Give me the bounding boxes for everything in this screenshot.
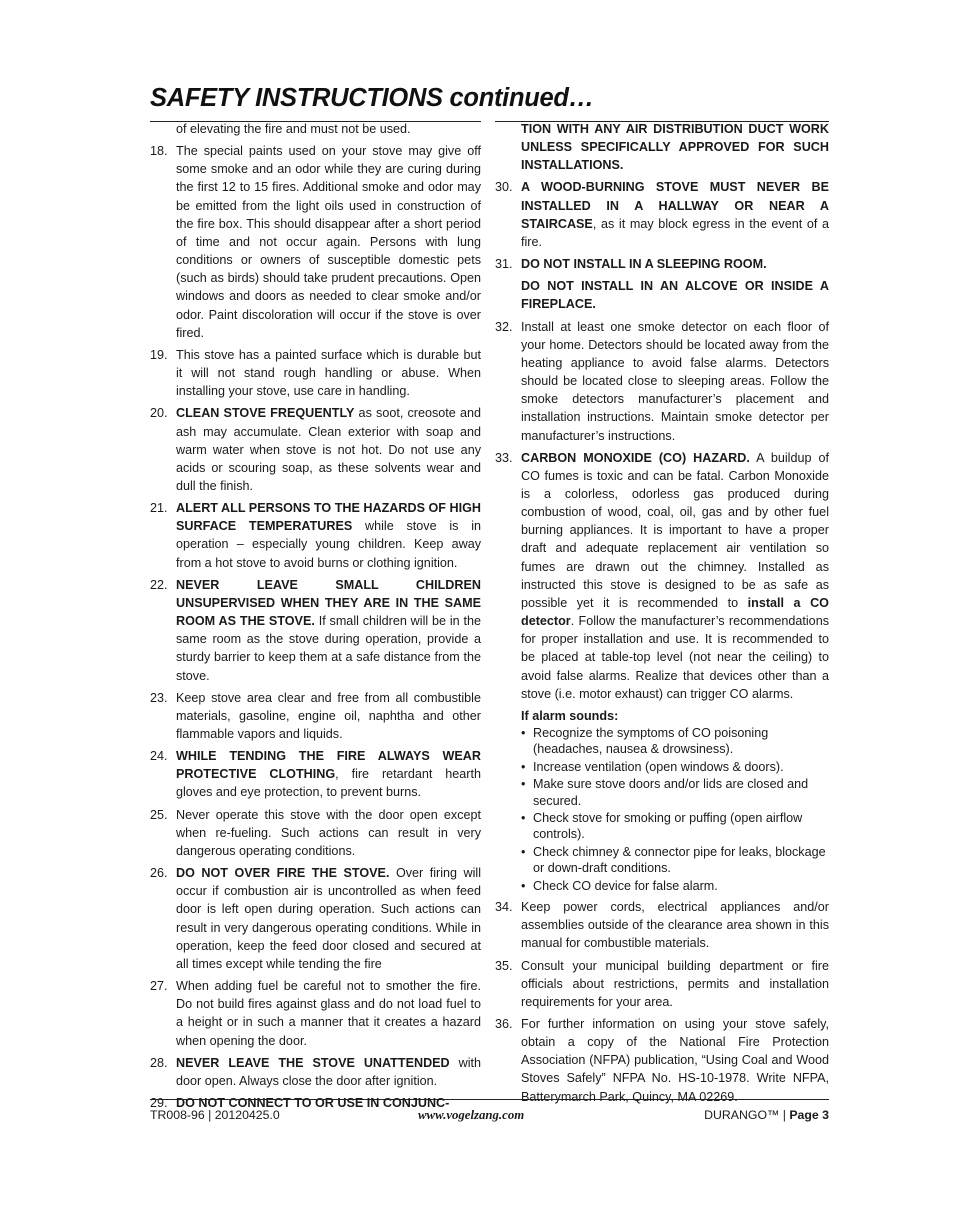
item-number: 29.: [150, 1095, 168, 1110]
alarm-bullet-item: [521, 759, 829, 775]
right-items-after: [495, 898, 829, 1106]
instruction-item-20: [150, 404, 481, 495]
instruction-item-26: [150, 864, 481, 973]
co-detector-emphasis: install a CO detector: [521, 595, 829, 629]
item-text: When adding fuel be careful not to smother the fire. Do not build fires against glass and do not load fuel to a height or in such a manner that it creates a hazard when opening the door.: [176, 979, 481, 1048]
product-name: DURANGO™ |: [704, 1108, 790, 1122]
item-number: 25.: [150, 807, 168, 822]
alarm-bullet-item: [521, 844, 829, 877]
item-number: 26.: [150, 866, 168, 881]
item-31-extra: [495, 277, 829, 313]
item-text: with door open. Always close the door after ignition.: [176, 1055, 481, 1088]
item-number: 19.: [150, 347, 168, 362]
item-emphasis: WHILE TENDING THE FIRE ALWAYS WEAR PROTECTIVE CLOTHING: [176, 749, 481, 782]
item-emphasis: ALERT ALL PERSONS TO THE HAZARDS OF HIGH SURFACE TEMPERATURES: [176, 501, 481, 534]
bullet-icon: •: [521, 726, 526, 740]
alarm-bullet-item: [521, 725, 829, 758]
item-number: 20.: [150, 406, 168, 421]
left-column: [150, 120, 481, 1116]
instruction-item-22: [150, 576, 481, 685]
item-emphasis: DO NOT INSTALL IN A SLEEPING ROOM.: [521, 257, 767, 272]
alarm-bullet-item: [521, 810, 829, 843]
item-number: 31.: [495, 257, 513, 272]
item-number: 18.: [150, 144, 168, 159]
item-text: , fire retardant hearth gloves and eye protection, to prevent burns.: [176, 767, 482, 800]
bullet-icon: •: [521, 878, 526, 893]
alarm-bullet-text: Check chimney & connector pipe for leaks, blockage or down-draft conditions.: [533, 844, 826, 876]
item-text: For further information on using your stove safely, obtain a copy of the National Fire Protection Association (NFPA) publication, “Using Coal and Wood Stoves Safely” NFPA No. HS-10-1978. Write NFPA, Batterymarch Park, Quincy, MA 02269.: [521, 1017, 829, 1104]
item-number: 21.: [150, 501, 168, 516]
item-number: 27.: [150, 979, 168, 994]
item-number: 28.: [150, 1055, 168, 1070]
alarm-bullet-list: [495, 725, 829, 894]
instruction-item-18: [150, 142, 481, 342]
alarm-bullet-text: Check stove for smoking or puffing (open airflow controls).: [533, 811, 803, 842]
item-number: 23.: [150, 690, 168, 705]
alarm-bullet-item: [521, 776, 829, 809]
item-text: while stove is in operation – especially young children. Keep away from a hot stove to avoid burns or clothing ignition.: [176, 519, 481, 570]
instruction-item-23: [150, 689, 481, 743]
item-emphasis: NEVER LEAVE SMALL CHILDREN UNSUPERVISED WHEN THEY ARE IN THE SAME ROOM AS THE STOVE.: [176, 577, 481, 629]
bullet-icon: •: [521, 811, 526, 826]
item-number: 22.: [150, 577, 168, 592]
instruction-item-24: [150, 747, 481, 801]
item-emphasis: DO NOT CONNECT TO OR USE IN CONJUNC-: [176, 1095, 450, 1110]
item-text: Consult your municipal building department or fire officials about restrictions, permits and installation requirements for your area.: [521, 958, 829, 1009]
instruction-item-35: [495, 957, 829, 1011]
item-number: 35.: [495, 958, 513, 973]
instruction-item-25: [150, 806, 481, 860]
instruction-item-34: [495, 898, 829, 952]
item-text: , as it may block egress in the event of a fire.: [521, 216, 829, 249]
alarm-bullet-item: [521, 878, 829, 894]
right-column: [495, 120, 829, 1110]
item-text: Install at least one smoke detector on each floor of your home. Detectors should be located away from the heating appliance to avoid false alarms. Detectors should be located close to sleeping areas. Follow the smoke detectors manufacturer’s placement and installation instructions. Maintain smoke detector per manufacturer’s instructions.: [521, 319, 829, 443]
item-29-continuation-text: TION WITH ANY AIR DISTRIBUTION DUCT WORK UNLESS SPECIFICALLY APPROVED FOR SUCH INSTALLATIONS.: [521, 122, 829, 173]
item-emphasis: CLEAN STOVE FREQUENTLY: [176, 406, 355, 421]
item-text-b: . Follow the manufacturer’s recommendations for proper installation and use. It is recommended to be placed at table-top level (not near the ceiling) to avoid false alarms. Realize that devices other than a stove (i.e. motor exhaust) can trigger CO alarms.: [521, 614, 829, 701]
item-emphasis: DO NOT OVER FIRE THE STOVE.: [176, 866, 390, 881]
instruction-item-32: [495, 318, 829, 445]
item-emphasis: NEVER LEAVE THE STOVE UNATTENDED: [176, 1055, 450, 1070]
alarm-heading: [495, 707, 829, 725]
website-link[interactable]: www.vogelzang.com: [418, 1108, 525, 1122]
bullet-icon: •: [521, 759, 526, 774]
instruction-item-28: [150, 1054, 481, 1090]
item-text-a: A buildup of CO fumes is toxic and can be fatal. Carbon Monoxide is a colorless, odorless gas produced during combustion of wood, coal, oil, gas and by other fuel burning appliances. It is important to have a proper draft and adequate replacement air ventilation so fumes are drawn out the chimney. Installed as instructed this stove is designed to be as safe as possible yet it is recommended to: [521, 450, 829, 610]
item-text: Keep stove area clear and free from all combustible materials, gasoline, engine oil, naphtha and other flammable vapors and liquids.: [176, 690, 481, 741]
page-footer-right: [704, 1108, 829, 1122]
item-number: 24.: [150, 749, 168, 764]
doc-code: TR008-96 | 20120425.0: [150, 1108, 280, 1122]
alarm-heading-text: If alarm sounds:: [521, 708, 619, 723]
item-text: This stove has a painted surface which is durable but it will not stand rough handling or abuse. When installing your stove, use care in handling.: [176, 347, 481, 399]
bullet-icon: •: [521, 844, 526, 859]
instruction-item-33: [495, 449, 829, 703]
footer-rule: [150, 1099, 829, 1100]
item-emphasis: CARBON MONOXIDE (CO) HAZARD.: [521, 450, 750, 465]
alarm-bullet-text: Check CO device for false alarm.: [533, 878, 718, 893]
bullet-icon: •: [521, 777, 526, 792]
item-text: The special paints used on your stove may give off some smoke and an odor while they are curing during the first 12 to 15 fires. Additional smoke and odor may be emitted from the light oils used in construction of the fire box. This should disappear after a short period of time and not occur again. Persons with lung conditions or owners of susceptible domestic pets (such as birds) should take prudent precautions. Open windows and doors as needed to clear smoke and/or odor. Paint discoloration will occur if the stove is over fired.: [176, 144, 481, 340]
item-number: 36.: [495, 1017, 513, 1031]
alarm-bullet-text: Increase ventilation (open windows & doors).: [533, 759, 784, 774]
instruction-item-30: [495, 178, 829, 251]
item-emphasis: A WOOD-BURNING STOVE MUST NEVER BE INSTALLED IN A HALLWAY OR NEAR A STAIRCASE: [521, 180, 829, 231]
instruction-item-19: [150, 346, 481, 400]
item-text: Over firing will occur if combustion air is uncontrolled as when feed door is left open during operation. Such actions can result in very dangerous operating conditions. While in operation, keep the feed door closed and secured at all times except while tending the fire: [176, 866, 481, 971]
instruction-item-21: [150, 499, 481, 572]
item-number: 30.: [495, 180, 513, 195]
continuation-text: of elevating the fire and must not be used.: [176, 122, 411, 136]
alarm-bullet-text: Make sure stove doors and/or lids are closed and secured.: [533, 777, 809, 808]
page-number: Page 3: [789, 1108, 829, 1122]
item-text: as soot, creosote and ash may accumulate. Clean exterior with soap and warm water when stove is not hot. Do not use any acids or scouring soap, as these solvents wear and dull the finish.: [176, 406, 481, 493]
item-number: 32.: [495, 319, 513, 334]
item-number: 33.: [495, 450, 513, 465]
item-text: If small children will be in the same room as the stove during operation, provide a sturdy barrier to keep them at a safe distance from the stove.: [176, 614, 481, 683]
page-title: SAFETY INSTRUCTIONS continued…: [150, 84, 594, 112]
item-29-continuation: [495, 120, 829, 174]
item-number: 34.: [495, 900, 513, 915]
instruction-item-27: [150, 977, 481, 1050]
item-text: Never operate this stove with the door open except when re-fueling. Such actions can result in very dangerous operating conditions.: [176, 807, 481, 858]
instruction-item-36: [495, 1015, 829, 1106]
item-31-extra-text: DO NOT INSTALL IN AN ALCOVE OR INSIDE A FIREPLACE.: [521, 279, 829, 312]
item-text: Keep power cords, electrical appliances and/or assemblies outside of the clearance area shown in this manual for combustible materials.: [521, 900, 829, 951]
instruction-item-31: [495, 255, 829, 273]
alarm-bullet-text: Recognize the symptoms of CO poisoning (headaches, nausea & drowsiness).: [533, 726, 769, 757]
